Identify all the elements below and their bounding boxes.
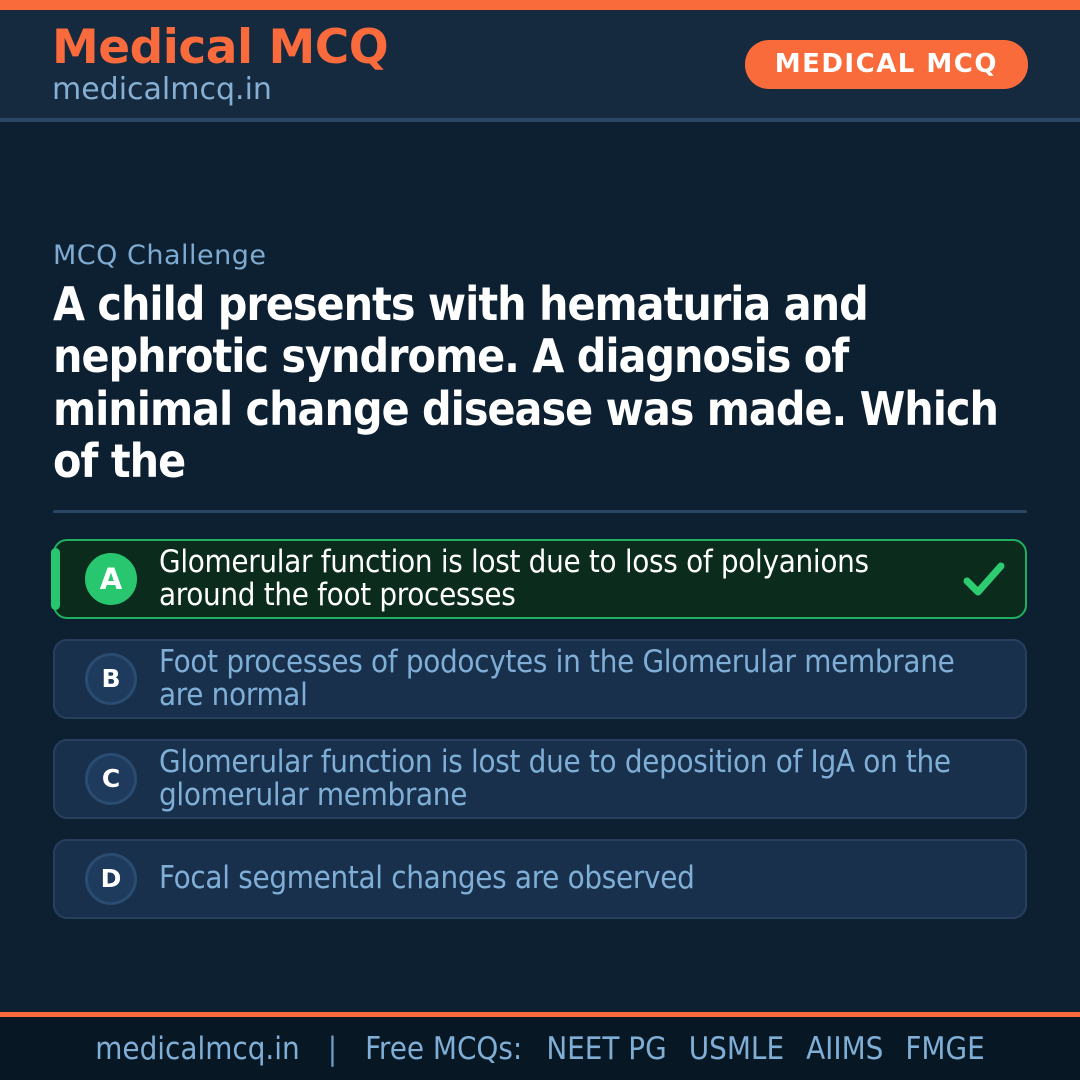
site-url: medicalmcq.in <box>52 71 272 107</box>
option-card-c[interactable] <box>53 739 1027 819</box>
footer-tagline-label: Free MCQs: <box>365 1030 523 1067</box>
option-card-a[interactable] <box>53 539 1027 619</box>
question-text: A child presents with hematuria and nephrotic syndrome. A diagnosis of minimal change disease was made. Which of the <box>53 277 998 489</box>
main-content <box>0 240 1080 919</box>
header <box>0 10 1080 122</box>
question-eyebrow: MCQ Challenge <box>53 240 267 271</box>
footer-exam: FMGE <box>905 1030 985 1067</box>
option-letter-badge: D <box>85 853 137 905</box>
footer-bar <box>0 1017 1080 1080</box>
brand-badge: MEDICAL MCQ <box>745 40 1028 89</box>
footer-exam: NEET PG <box>546 1030 667 1067</box>
brand-block <box>52 19 389 107</box>
option-card-d[interactable] <box>53 839 1027 919</box>
divider <box>53 510 1027 513</box>
option-label: Foot processes of podocytes in the Glomerular membrane are normal <box>159 644 955 713</box>
option-letter-badge: B <box>85 653 137 705</box>
page-title: Medical MCQ <box>52 19 389 75</box>
option-letter-badge: A <box>85 553 137 605</box>
option-label: Focal segmental changes are observed <box>159 860 695 897</box>
option-label: Glomerular function is lost due to loss of polyanions around the foot processes <box>159 544 869 613</box>
footer-exam: USMLE <box>688 1030 785 1067</box>
checkmark-icon <box>963 561 1005 597</box>
footer-separator: | <box>327 1030 338 1067</box>
option-card-b[interactable] <box>53 639 1027 719</box>
footer-site: medicalmcq.in <box>95 1030 300 1067</box>
option-letter-badge: C <box>85 753 137 805</box>
footer <box>0 1012 1080 1080</box>
option-label: Glomerular function is lost due to deposition of IgA on the glomerular membrane <box>159 744 951 813</box>
options-list <box>53 539 1027 919</box>
top-accent-strip <box>0 0 1080 10</box>
footer-exam: AIIMS <box>806 1030 884 1067</box>
